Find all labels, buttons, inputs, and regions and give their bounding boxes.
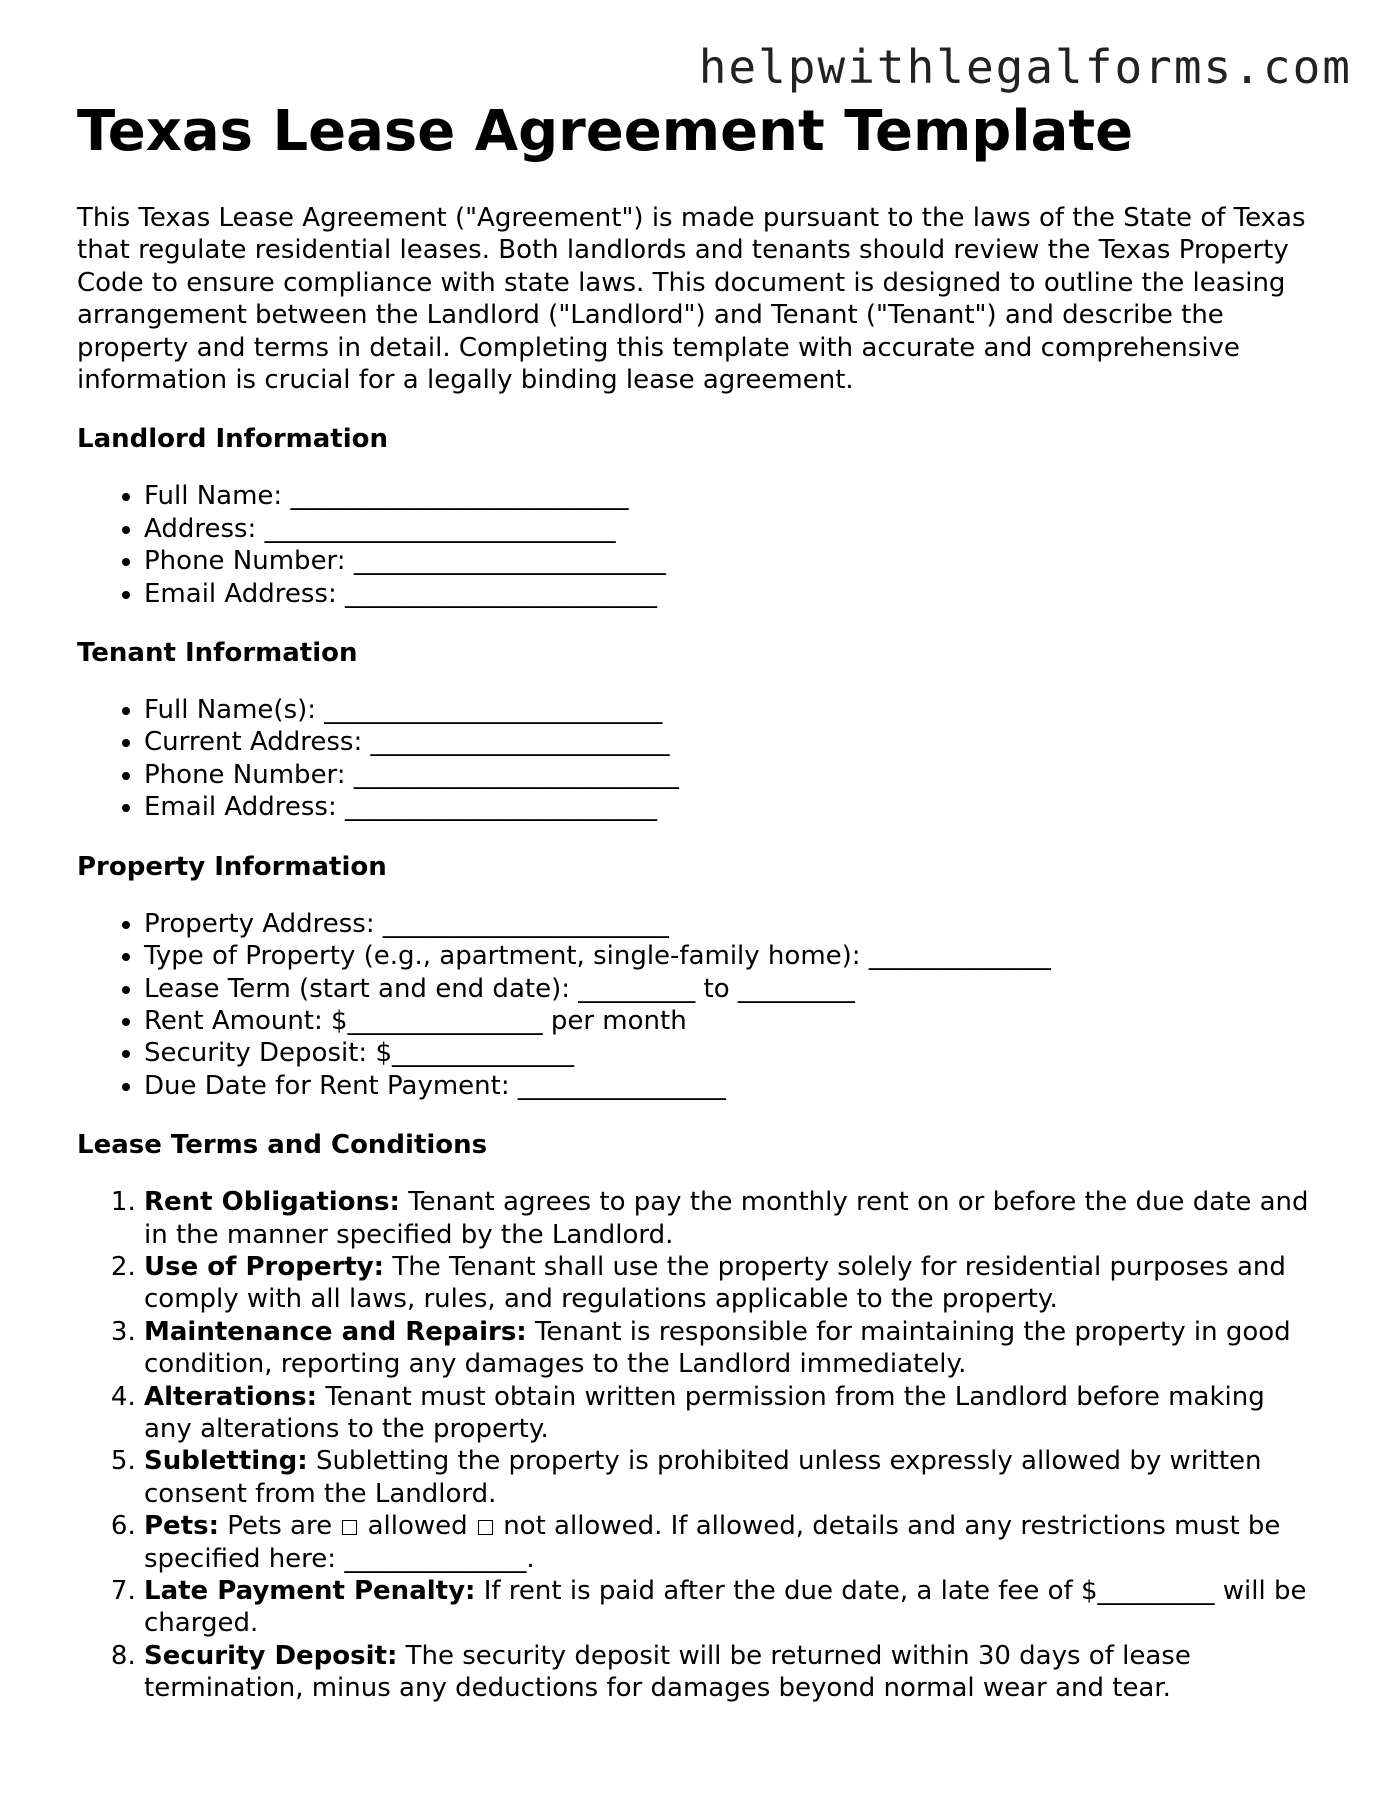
tenant-current-address: • Current Address: _______________________ [144,726,1317,758]
landlord-list [77,480,1317,610]
landlord-email: • Email Address: ________________________ [144,578,1317,610]
intro-paragraph: This Texas Lease Agreement ("Agreement") is made pursuant to the laws of the State of Texas that regulate residential leases. Both landlords and tenants should review the Texas Property Code to ensure compliance with state laws. This document is designed to outline the leasing arrangement between the Landlord ("Landlord") and Tenant ("Tenant") and describe the property and terms in detail. Completing this template with accurate and comprehensive information is crucial for a legally binding lease agreement. [77,203,1306,396]
landlord-heading: Landlord Information [77,424,389,455]
term-late-payment-penalty [144,1575,1317,1640]
property-type: • Type of Property (e.g., apartment, single-family home): ______________ [144,940,1317,972]
property-heading: Property Information [77,851,387,882]
pets-allowed-label: allowed [367,1511,468,1542]
term-text: If rent is paid after the due date, a late fee of $_________ will be charged. [144,1576,1307,1639]
tenant-list [77,694,1317,824]
landlord-phone: • Phone Number: ________________________ [144,545,1317,577]
term-title: Use of Property: [144,1251,385,1282]
tenant-full-names: • Full Name(s): __________________________ [144,694,1317,726]
property-list [77,908,1317,1102]
pets-allowed-checkbox[interactable] [342,1520,357,1535]
term-rent-obligations [144,1186,1317,1251]
term-title: Security Deposit: [144,1640,398,1671]
term-text: The Tenant shall use the property solely for residential purposes and comply with all laws, rules, and regulations applicable to the property. [144,1251,1286,1315]
term-title: Rent Obligations: [144,1187,400,1218]
page-title: Texas Lease Agreement Template [77,99,1134,164]
term-use-of-property [144,1251,1317,1316]
tenant-heading: Tenant Information [77,638,358,669]
landlord-full-name: • Full Name: __________________________ [144,480,1317,512]
rent-due-date: • Due Date for Rent Payment: ________________ [144,1070,1317,1102]
term-text: Tenant is responsible for maintaining the property in good condition, reporting any damages to the Landlord immediately. [144,1316,1291,1380]
terms-heading: Lease Terms and Conditions [77,1130,488,1161]
term-subletting [144,1445,1317,1510]
term-title: Maintenance and Repairs: [144,1316,527,1347]
term-security-deposit [144,1640,1317,1705]
tenant-email: • Email Address: ________________________ [144,791,1317,823]
term-title: Late Payment Penalty: [144,1576,476,1606]
term-maintenance-repairs [144,1316,1317,1381]
tenant-phone: • Phone Number: _________________________ [144,759,1317,791]
rent-amount: • Rent Amount: $_______________ per month [144,1005,1317,1037]
term-alterations [144,1381,1317,1446]
term-pets [144,1510,1317,1575]
pets-not-allowed-label: not allowed. If allowed, details and any restrictions must be specified here: ______________. [144,1511,1281,1574]
site-watermark: helpwithlegalforms.com [698,40,1352,94]
property-address: • Property Address: ______________________ [144,908,1317,940]
term-text: The security deposit will be returned within 30 days of lease termination, minus any deductions for damages beyond normal wear and tear. [144,1640,1191,1704]
term-text: Tenant must obtain written permission from the Landlord before making any alterations to the property. [144,1381,1265,1444]
landlord-address: • Address: ___________________________ [144,513,1317,545]
term-text: Pets are [227,1511,333,1542]
lease-term: • Lease Term (start and end date): _________ to _________ [144,973,1317,1005]
term-text: Tenant agrees to pay the monthly rent on or before the due date and in the manner specified by the Landlord. [144,1187,1309,1250]
pets-not-allowed-checkbox[interactable] [478,1520,493,1535]
term-title: Pets: [144,1511,219,1542]
terms-list [77,1186,1317,1705]
document-page [77,96,1317,1705]
security-deposit-amount: • Security Deposit: $______________ [144,1037,1317,1069]
term-text: Subletting the property is prohibited unless expressly allowed by written consent from the Landlord. [144,1446,1262,1509]
term-title: Subletting: [144,1446,308,1477]
term-title: Alterations: [144,1381,318,1412]
